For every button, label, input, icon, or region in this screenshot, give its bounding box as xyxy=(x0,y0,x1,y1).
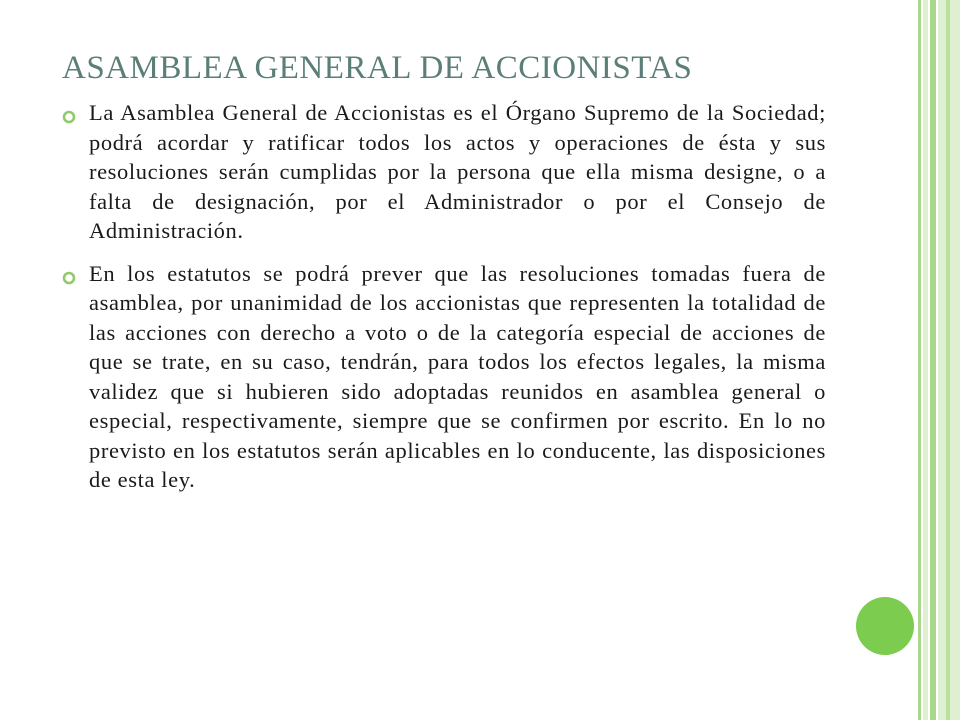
slide-title: ASAMBLEA GENERAL DE ACCIONISTAS xyxy=(62,50,693,86)
green-circle-icon xyxy=(856,597,914,655)
decorative-stripe xyxy=(923,0,928,720)
bullet-ring-icon xyxy=(62,271,76,285)
bullet-ring-icon xyxy=(62,110,76,124)
decorative-stripe xyxy=(930,0,936,720)
bullet-text: La Asamblea General de Accionistas es el Órgano Supremo de la Sociedad; podrá acordar y ratificar todos los actos y operaciones de ésta y sus resoluciones serán cumplidas por la persona que ella misma designe, o a falta de designación, por el Administrador o por el Consejo de Administración. xyxy=(89,100,826,243)
decorative-stripe xyxy=(918,0,921,720)
bullet-list xyxy=(62,98,826,508)
bullet-item xyxy=(62,98,826,246)
bullet-text: En los estatutos se podrá prever que las resoluciones tomadas fuera de asamblea, por unanimidad de los accionistas que representen la totalidad de las acciones con derecho a voto o de la categoría especial de acciones de que se trate, en su caso, tendrán, para todos los efectos legales, la misma validez que si hubieren sido adoptadas reunidos en asamblea general o especial, respectivamente, siempre que se confirmen por escrito. En lo no previsto en los estatutos serán aplicables en lo conducente, las disposiciones de esta ley. xyxy=(89,260,826,492)
decorative-stripe xyxy=(946,0,950,720)
bullet-item xyxy=(62,259,826,495)
